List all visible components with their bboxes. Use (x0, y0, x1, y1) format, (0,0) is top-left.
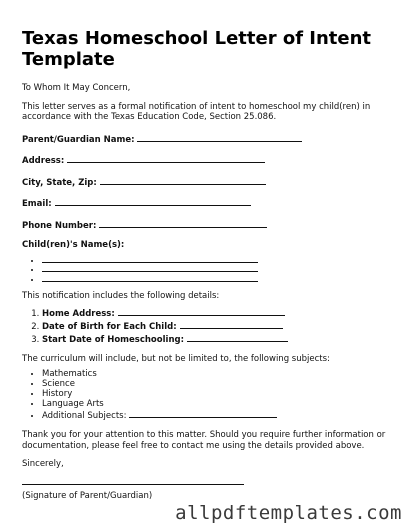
email-field (22, 197, 394, 210)
intro-paragraph: This letter serves as a formal notification of intent to homeschool my child(ren) in accordance with the Texas Education Code, Section 25.086. (22, 101, 371, 122)
child-name-item (42, 273, 394, 283)
phone-blank[interactable] (99, 219, 267, 228)
dob-blank[interactable] (180, 320, 283, 329)
additional-subjects-label: Additional Subjects: (42, 411, 127, 422)
city-state-zip-blank[interactable] (100, 176, 266, 185)
children-names-label: Child(ren)'s Name(s): (22, 240, 125, 250)
details-item-start-date (42, 333, 394, 346)
child-name-item (42, 254, 394, 264)
document-title: Texas Homeschool Letter of Intent Template (22, 28, 372, 70)
parent-name-field (22, 133, 394, 146)
subject-item: • Mathematics (42, 370, 394, 380)
subject-item: • History (42, 390, 394, 400)
address-label: Address: (22, 156, 65, 166)
subjects-list (22, 370, 394, 422)
details-item-dob (42, 320, 394, 333)
curriculum-intro: The curriculum will include, but not be limited to, the following subjects: (22, 353, 330, 364)
start-date-blank[interactable] (187, 333, 288, 342)
home-address-label: Home Address: (42, 309, 115, 320)
subject-item: • Science (42, 380, 394, 390)
subject-item-additional (42, 409, 394, 422)
closing: Sincerely, (22, 459, 64, 470)
email-label: Email: (22, 199, 52, 209)
parent-name-label: Parent/Guardian Name: (22, 134, 135, 145)
subject-item: • Language Arts (42, 400, 394, 410)
phone-field (22, 219, 394, 232)
address-field (22, 154, 394, 167)
dob-label: Date of Birth for Each Child: (42, 322, 177, 333)
child-name-blank[interactable] (42, 273, 258, 282)
watermark: allpdftemplates.com (175, 502, 402, 524)
signature-line[interactable] (22, 483, 244, 485)
salutation: To Whom It May Concern, (22, 83, 131, 93)
child-name-blank[interactable] (42, 263, 258, 272)
details-item-home-address (42, 307, 394, 320)
city-state-zip-field (22, 176, 394, 189)
details-intro: This notification includes the following details: (22, 290, 220, 301)
phone-label: Phone Number: (22, 220, 97, 231)
parent-name-blank[interactable] (137, 133, 302, 142)
child-name-blank[interactable] (42, 254, 258, 263)
children-names-list (22, 254, 394, 283)
city-state-zip-label: City, State, Zip: (22, 177, 97, 188)
home-address-blank[interactable] (118, 307, 285, 316)
additional-subjects-blank[interactable] (129, 409, 277, 418)
start-date-label: Start Date of Homeschooling: (42, 334, 184, 345)
signature-caption: (Signature of Parent/Guardian) (22, 490, 153, 501)
email-blank[interactable] (55, 197, 251, 206)
details-list (22, 307, 394, 345)
address-blank[interactable] (67, 154, 265, 163)
letter-page (22, 28, 394, 501)
child-name-item (42, 263, 394, 273)
thanks-paragraph: Thank you for your attention to this matter. Should you require further information or documentation, please feel free to contact me using the details provided above. (22, 430, 386, 451)
